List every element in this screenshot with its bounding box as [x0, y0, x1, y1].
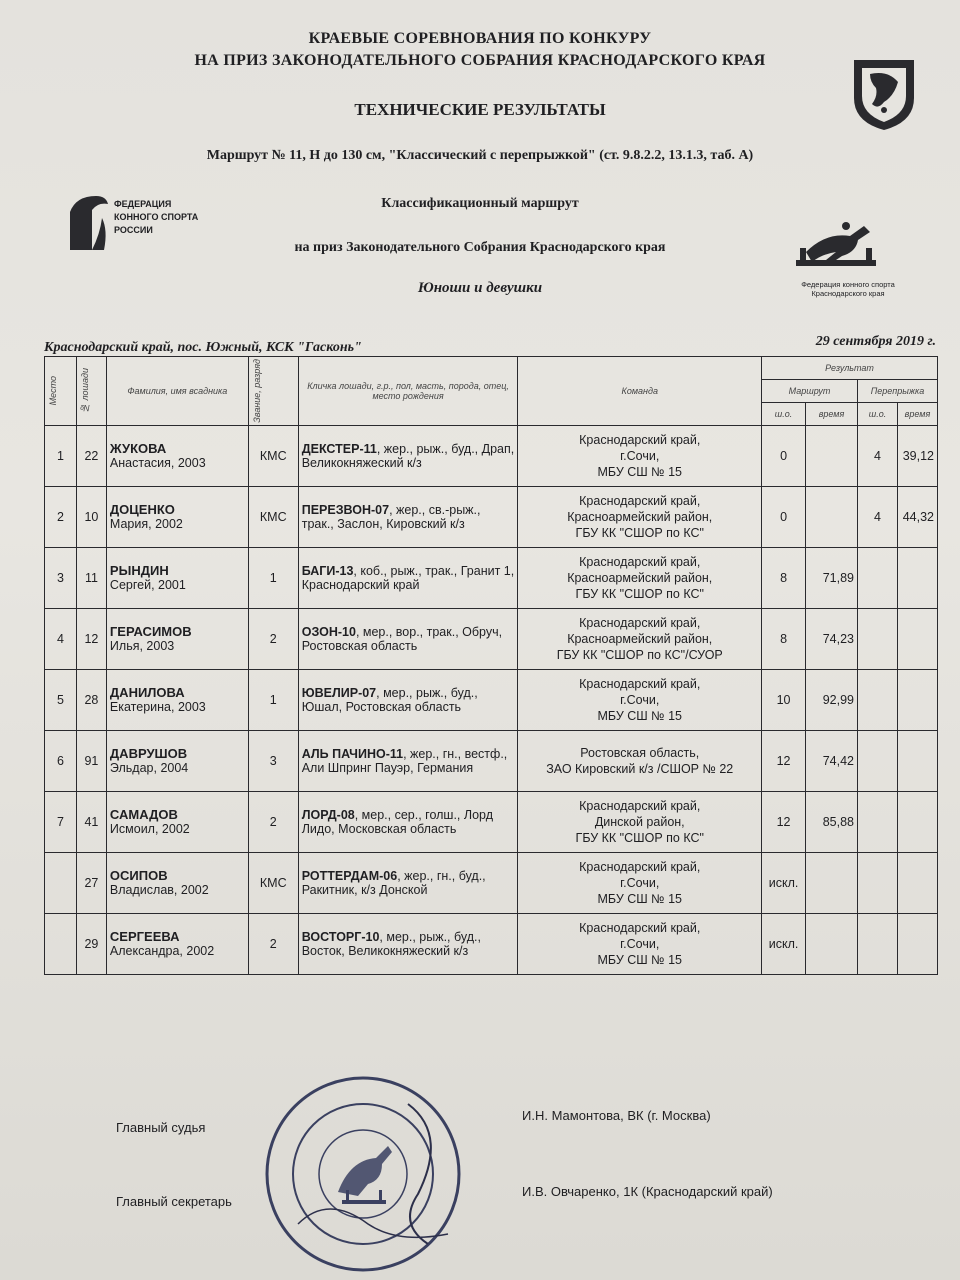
cell-horse-number: 12 — [76, 608, 106, 669]
team-line: МБУ СШ № 15 — [597, 708, 682, 723]
cell-rank: 3 — [248, 730, 298, 791]
cell-route-faults: искл. — [762, 852, 806, 913]
cell-horse — [298, 791, 518, 852]
rider-surname: ДОЦЕНКО — [109, 502, 175, 518]
cell-team — [518, 669, 762, 730]
cell-place — [45, 852, 77, 913]
rider-name-year: Александра, 2002 — [109, 944, 215, 959]
rider-name-year: Екатерина, 2003 — [109, 700, 206, 715]
cell-horse — [298, 913, 518, 974]
horse-name: ДЕКСТЕР-11 — [301, 441, 377, 456]
rider-name-year: Исмоил, 2002 — [109, 822, 190, 837]
event-date: 29 сентября 2019 г. — [815, 334, 936, 349]
cell-horse — [298, 425, 518, 486]
team-line: ГБУ КК "СШОР по КС" — [575, 525, 704, 540]
team-line: Краснодарский край, — [579, 432, 701, 447]
cell-jumpoff-time: 39,12 — [897, 425, 937, 486]
team-line: Красноармейский район, — [567, 570, 713, 585]
cell-jumpoff-time — [897, 669, 937, 730]
col-header-team: Команда — [518, 357, 762, 426]
rider-name-year: Владислав, 2002 — [109, 883, 209, 898]
cell-place: 5 — [45, 669, 77, 730]
title-line-2: НА ПРИЗ ЗАКОНОДАТЕЛЬНОГО СОБРАНИЯ КРАСНОДАРСКОГО КРАЯ — [194, 52, 766, 69]
rider-surname: СЕРГЕЕВА — [109, 929, 180, 945]
cell-rider — [106, 852, 248, 913]
cell-rank: 1 — [248, 669, 298, 730]
cell-route-time: 74,23 — [806, 608, 858, 669]
cell-route-faults: 12 — [762, 730, 806, 791]
cell-team — [518, 547, 762, 608]
chief-judge-label: Главный судья — [116, 1120, 206, 1135]
cell-place: 3 — [45, 547, 77, 608]
col-header-route-time: время — [806, 402, 858, 425]
cell-rider — [106, 730, 248, 791]
col-header-route-faults: ш.о. — [762, 402, 806, 425]
horse-details: , мер., вор., трак., Обруч, Ростовская область — [301, 624, 503, 653]
team-line: г.Сочи, — [620, 692, 660, 707]
cell-rank: КМС — [248, 486, 298, 547]
team-line: ГБУ КК "СШОР по КС" — [575, 586, 704, 601]
cell-route-faults: искл. — [762, 913, 806, 974]
cell-horse — [298, 547, 518, 608]
team-line: МБУ СШ № 15 — [597, 891, 682, 906]
horse-details: , жер., рыж., буд., Драп, Великокняжеский к/з — [301, 441, 515, 470]
cell-place — [45, 913, 77, 974]
horse-details: , жер., св.-рыж., трак., Заслон, Кировский к/з — [301, 502, 481, 531]
cell-horse-number: 41 — [76, 791, 106, 852]
results-table — [44, 356, 938, 975]
col-header-rank: Звание, разряд — [248, 357, 298, 426]
federation-logo-line3: РОССИИ — [114, 225, 153, 235]
cell-route-faults: 10 — [762, 669, 806, 730]
col-header-result: Результат — [762, 357, 938, 380]
cell-route-time: 71,89 — [806, 547, 858, 608]
team-line: Динской район, — [594, 814, 685, 829]
horse-name: АЛЬ ПАЧИНО-11 — [301, 746, 404, 761]
cell-place: 4 — [45, 608, 77, 669]
table-row — [45, 852, 938, 913]
rider-surname: ДАВРУШОВ — [109, 746, 188, 762]
cell-place: 7 — [45, 791, 77, 852]
team-line: Краснодарский край, — [579, 859, 701, 874]
table-row — [45, 913, 938, 974]
cell-horse-number: 28 — [76, 669, 106, 730]
cell-horse-number: 10 — [76, 486, 106, 547]
cell-team — [518, 608, 762, 669]
cell-horse — [298, 486, 518, 547]
col-header-route: Маршрут — [762, 379, 858, 402]
team-line: Красноармейский район, — [567, 509, 713, 524]
cell-jumpoff-faults — [857, 608, 897, 669]
rider-surname: ОСИПОВ — [109, 868, 168, 884]
team-line: МБУ СШ № 15 — [597, 952, 682, 967]
team-line: Краснодарский край, — [579, 615, 701, 630]
team-line: Ростовская область, — [580, 745, 700, 760]
cell-rank: КМС — [248, 425, 298, 486]
rider-name-year: Эльдар, 2004 — [109, 761, 189, 776]
cell-jumpoff-faults: 4 — [857, 486, 897, 547]
route-line: Маршрут № 11, Н до 130 см, "Классический с перепрыжкой" (ст. 9.8.2.2, 13.1.3, таб. А) — [206, 148, 754, 163]
cell-rank: 2 — [248, 608, 298, 669]
cell-route-faults: 0 — [762, 486, 806, 547]
horse-name: ЮВЕЛИР-07 — [301, 685, 377, 700]
team-line: Красноармейский район, — [567, 631, 713, 646]
team-line: Краснодарский край, — [579, 493, 701, 508]
category: Юноши и девушки — [417, 280, 543, 296]
prize-line: на приз Законодательного Собрания Краснодарского края — [294, 240, 666, 255]
horse-name: ПЕРЕЗВОН-07 — [301, 502, 390, 517]
cell-team — [518, 486, 762, 547]
cell-jumpoff-faults — [857, 913, 897, 974]
horse-details: , жер., гн., вестф., Али Шпринг Пауэр, Германия — [301, 746, 508, 775]
chief-judge-name: И.Н. Мамонтова, ВК (г. Москва) — [522, 1108, 711, 1123]
team-line: г.Сочи, — [620, 936, 660, 951]
cell-horse — [298, 669, 518, 730]
cell-horse-number: 22 — [76, 425, 106, 486]
col-header-horse: Кличка лошади, г.р., пол, масть, порода, отец, место рождения — [298, 357, 518, 426]
cell-route-time: 92,99 — [806, 669, 858, 730]
cell-team — [518, 425, 762, 486]
col-header-number: № лошади — [76, 357, 106, 426]
cell-rank: 2 — [248, 791, 298, 852]
cell-rider — [106, 913, 248, 974]
federation-logo-line2: КОННОГО СПОРТА — [114, 212, 199, 222]
class-route: Классификационный маршрут — [381, 196, 579, 211]
cell-team — [518, 791, 762, 852]
rider-name-year: Мария, 2002 — [109, 517, 183, 532]
cell-jumpoff-time: 44,32 — [897, 486, 937, 547]
table-row — [45, 791, 938, 852]
cell-team — [518, 913, 762, 974]
team-line: ГБУ КК "СШОР по КС"/СУОР — [556, 647, 723, 662]
cell-jumpoff-time — [897, 852, 937, 913]
horse-details: , мер., рыж., буд., Восток, Великокняжеский к/з — [301, 929, 481, 958]
cell-route-faults: 12 — [762, 791, 806, 852]
team-line: Краснодарский край, — [579, 676, 701, 691]
cell-horse-number: 27 — [76, 852, 106, 913]
cell-rider — [106, 791, 248, 852]
team-line: МБУ СШ № 15 — [597, 464, 682, 479]
cell-rider — [106, 669, 248, 730]
cell-place: 6 — [45, 730, 77, 791]
cell-team — [518, 852, 762, 913]
col-header-jumpoff-time: время — [897, 402, 937, 425]
cell-rank: 1 — [248, 547, 298, 608]
rider-name-year: Сергей, 2001 — [109, 578, 186, 593]
federation-logo — [62, 190, 212, 260]
horse-details: , мер., рыж., буд., Юшал, Ростовская область — [301, 685, 478, 714]
cell-rider — [106, 425, 248, 486]
cell-route-time: 85,88 — [806, 791, 858, 852]
table-row — [45, 669, 938, 730]
team-line: ЗАО Кировский к/з /СШОР № 22 — [546, 761, 734, 776]
rider-name-year: Илья, 2003 — [109, 639, 175, 654]
horse-name: ВОСТОРГ-10 — [301, 929, 380, 944]
team-line: Краснодарский край, — [579, 554, 701, 569]
cell-route-time — [806, 852, 858, 913]
horse-name: РОТТЕРДАМ-06 — [301, 868, 398, 883]
horse-details: , мер., сер., голш., Лорд Лидо, Московская область — [301, 807, 493, 836]
rider-surname: ГЕРАСИМОВ — [109, 624, 192, 640]
table-row — [45, 608, 938, 669]
cell-horse — [298, 608, 518, 669]
cell-route-time — [806, 913, 858, 974]
rider-surname: РЫНДИН — [109, 563, 169, 579]
krasnodar-federation-logo — [786, 218, 910, 302]
chief-secretary-name: И.В. Овчаренко, 1К (Краснодарский край) — [522, 1184, 773, 1199]
cell-horse-number: 11 — [76, 547, 106, 608]
horse-details: , жер., гн., буд., Ракитник, к/з Донской — [301, 868, 486, 897]
cell-horse — [298, 730, 518, 791]
cell-team — [518, 730, 762, 791]
cell-route-time — [806, 486, 858, 547]
official-stamp — [258, 1074, 468, 1274]
chief-secretary-label: Главный секретарь — [116, 1194, 232, 1209]
table-row — [45, 730, 938, 791]
crest-logo — [848, 52, 920, 132]
venue: Краснодарский край, пос. Южный, КСК "Гасконь" — [44, 340, 362, 355]
cell-jumpoff-faults: 4 — [857, 425, 897, 486]
rider-surname: ДАНИЛОВА — [109, 685, 185, 701]
cell-jumpoff-faults — [857, 547, 897, 608]
cell-place: 1 — [45, 425, 77, 486]
cell-jumpoff-time — [897, 730, 937, 791]
cell-jumpoff-faults — [857, 730, 897, 791]
horse-name: ЛОРД-08 — [301, 807, 355, 822]
table-row — [45, 486, 938, 547]
cell-jumpoff-time — [897, 913, 937, 974]
horse-name: ОЗОН-10 — [301, 624, 356, 639]
title-line-1: КРАЕВЫЕ СОРЕВНОВАНИЯ ПО КОНКУРУ — [308, 30, 652, 47]
cell-route-faults: 0 — [762, 425, 806, 486]
cell-jumpoff-faults — [857, 669, 897, 730]
cell-route-time — [806, 425, 858, 486]
cell-jumpoff-faults — [857, 791, 897, 852]
cell-rank: 2 — [248, 913, 298, 974]
cell-horse-number: 29 — [76, 913, 106, 974]
table-row — [45, 547, 938, 608]
team-line: ГБУ КК "СШОР по КС" — [575, 830, 704, 845]
cell-jumpoff-time — [897, 791, 937, 852]
team-line: Краснодарский край, — [579, 920, 701, 935]
cell-horse — [298, 852, 518, 913]
col-header-rider: Фамилия, имя всадника — [106, 357, 248, 426]
team-line: Краснодарский край, — [579, 798, 701, 813]
doc-title: ТЕХНИЧЕСКИЕ РЕЗУЛЬТАТЫ — [354, 100, 606, 119]
cell-place: 2 — [45, 486, 77, 547]
rider-surname: ЖУКОВА — [109, 441, 167, 457]
cell-jumpoff-time — [897, 608, 937, 669]
cell-rider — [106, 608, 248, 669]
team-line: г.Сочи, — [620, 875, 660, 890]
col-header-jumpoff: Перепрыжка — [857, 379, 937, 402]
cell-rank: КМС — [248, 852, 298, 913]
cell-route-time: 74,42 — [806, 730, 858, 791]
cell-jumpoff-faults — [857, 852, 897, 913]
horse-details: , коб., рыж., трак., Гранит 1, Краснодарский край — [301, 563, 515, 592]
col-header-jumpoff-faults: ш.о. — [857, 402, 897, 425]
table-row — [45, 425, 938, 486]
cell-rider — [106, 486, 248, 547]
cell-route-faults: 8 — [762, 547, 806, 608]
rider-surname: САМАДОВ — [109, 807, 178, 823]
krasnodar-logo-line1: Федерация конного спорта — [801, 280, 895, 289]
horse-name: БАГИ-13 — [301, 563, 354, 578]
cell-jumpoff-time — [897, 547, 937, 608]
federation-logo-line1: ФЕДЕРАЦИЯ — [114, 199, 172, 209]
cell-rider — [106, 547, 248, 608]
cell-horse-number: 91 — [76, 730, 106, 791]
krasnodar-logo-line2: Краснодарского края — [811, 289, 885, 298]
team-line: г.Сочи, — [620, 448, 660, 463]
col-header-place: Место — [45, 357, 77, 426]
cell-route-faults: 8 — [762, 608, 806, 669]
rider-name-year: Анастасия, 2003 — [109, 456, 206, 471]
